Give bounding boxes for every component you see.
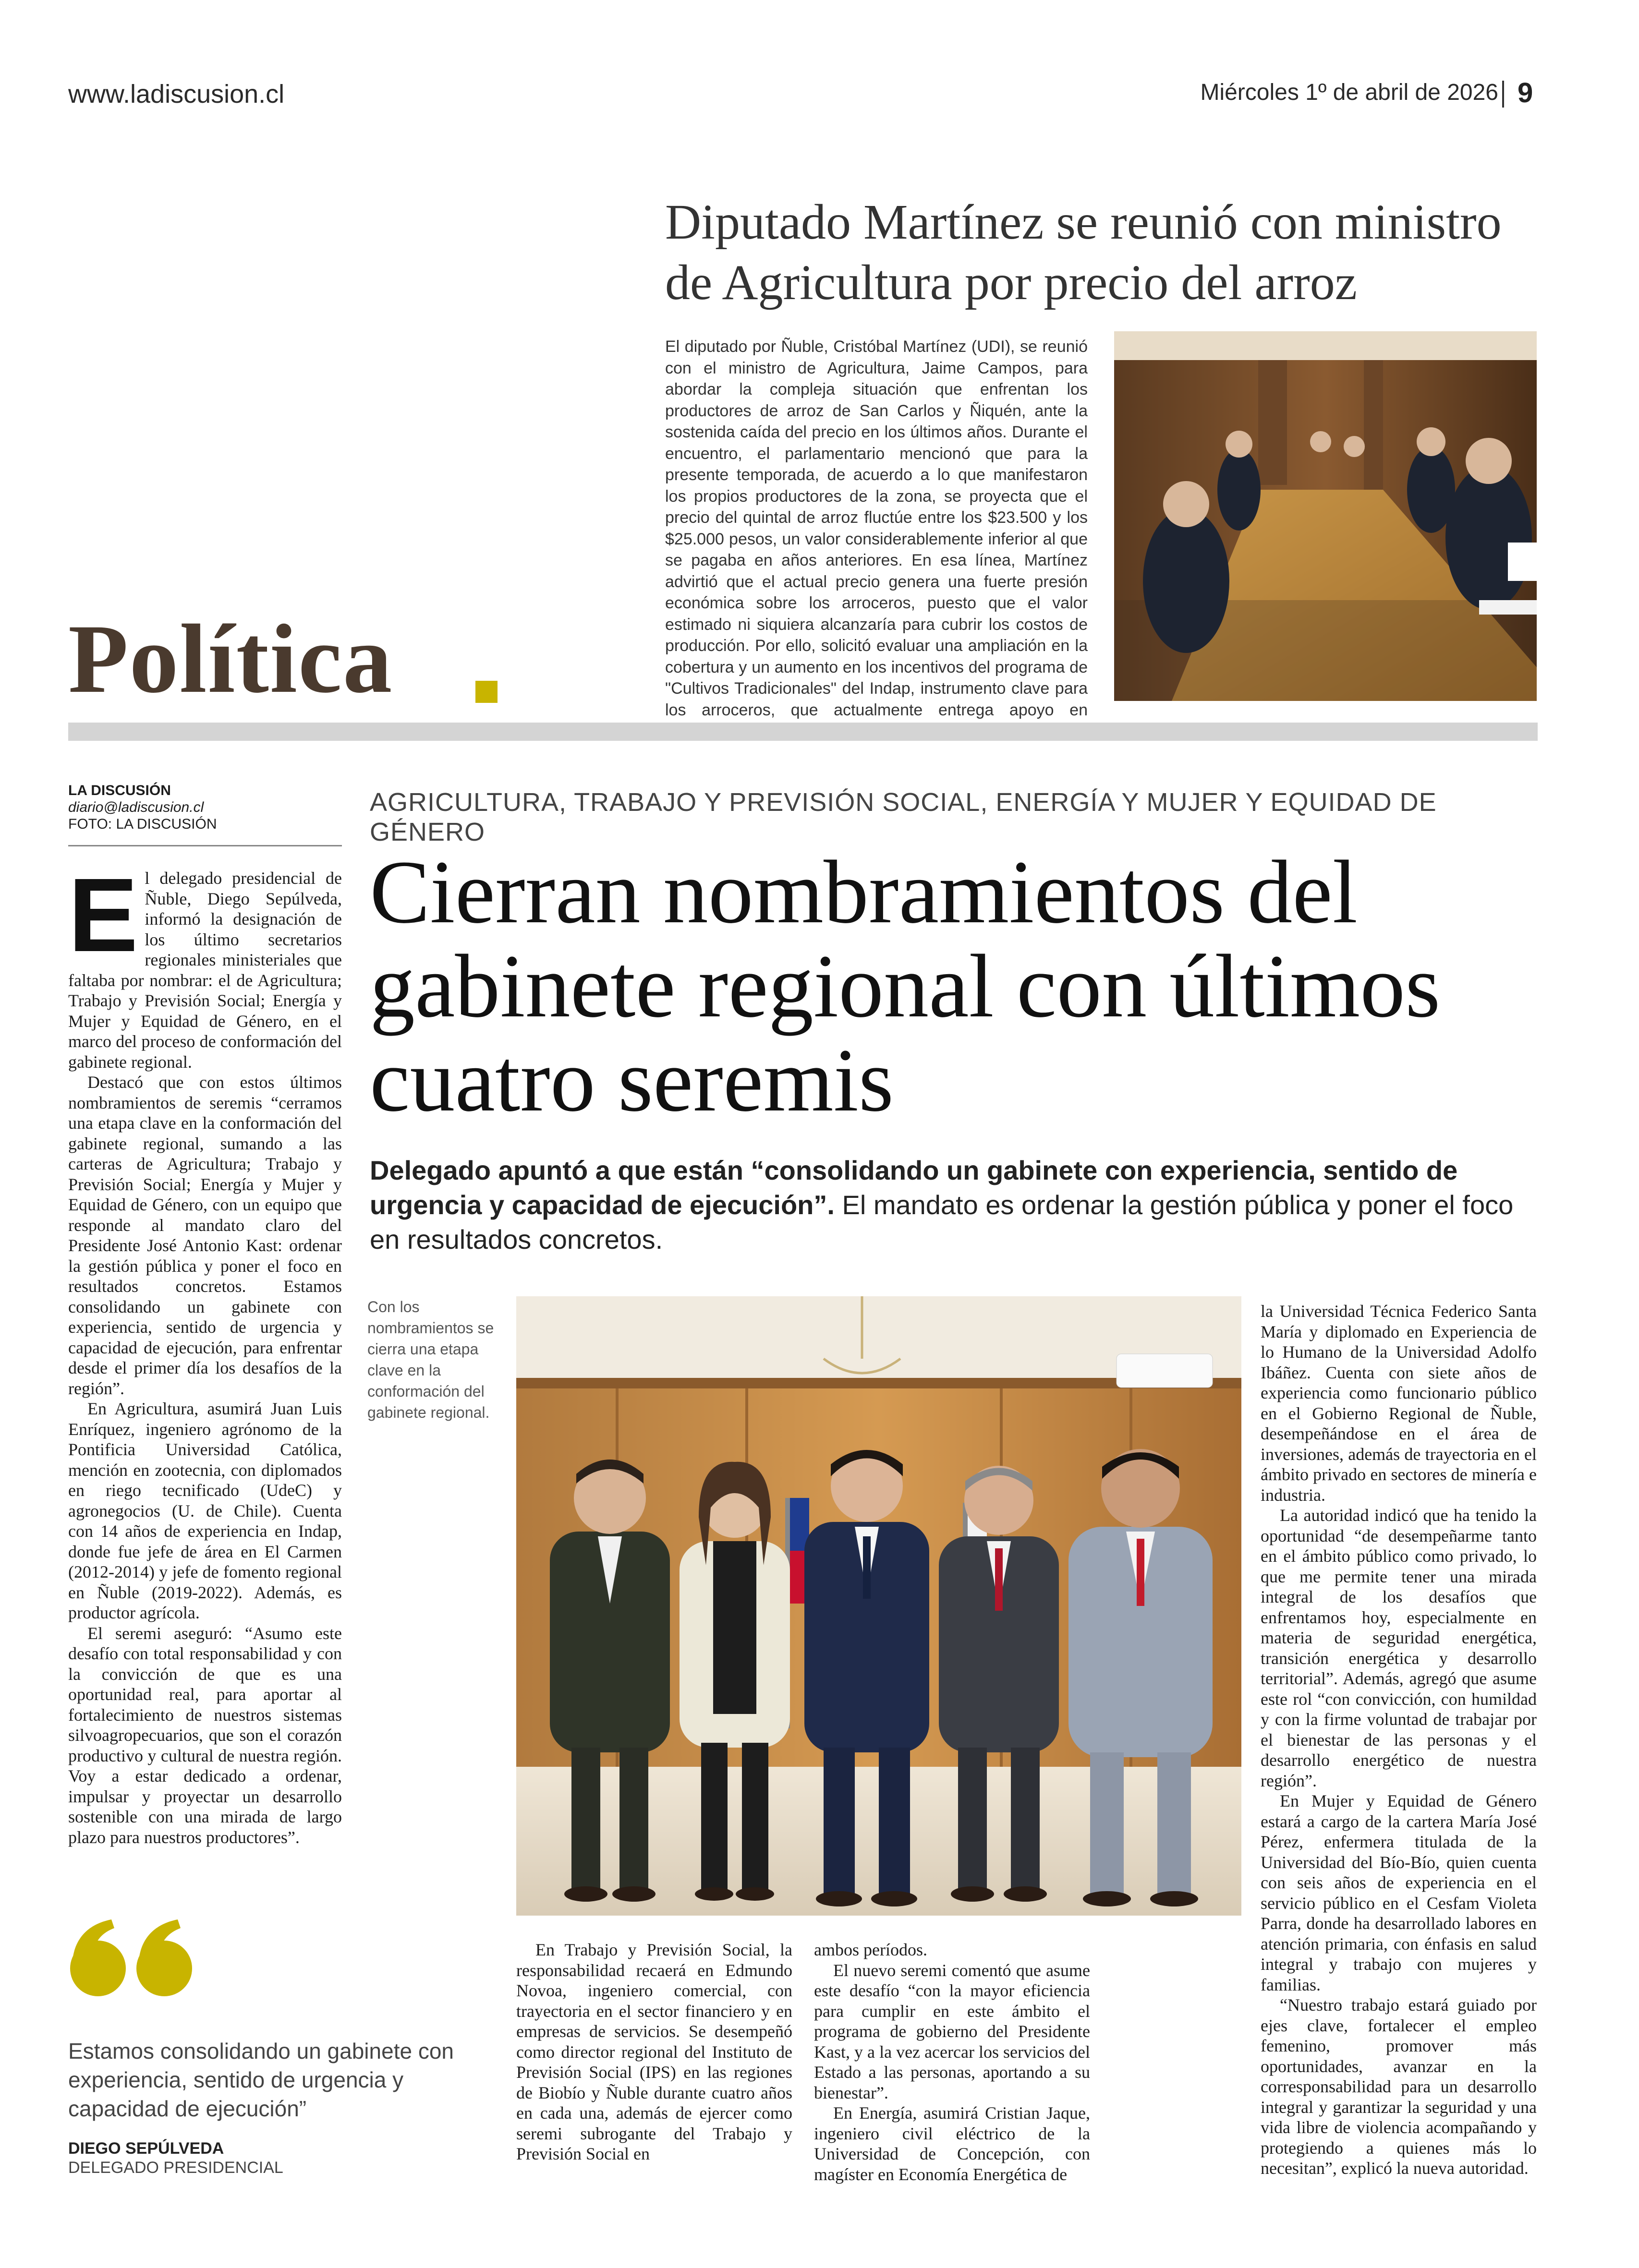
body-paragraph: El seremi aseguró: “Asumo este desafío con total responsabilidad y con la convicción de que es una oportunidad real, para aportar al fortalecimiento de nuestros sistemas silvoagropecuarios, que son el corazón productivo y cultural de nuestra región. Voy a estar dedicado a ordenar, impulsar y proyectar un desarrollo sostenible con una mirada de largo plazo para nuestros productores”. [68,1623,342,1847]
meeting-photo [1114,331,1537,701]
byline-divider [68,845,342,846]
body-paragraph: En Trabajo y Previsión Social, la responsabilidad recaerá en Edmundo Novoa, ingeniero comercial, con trayectoria en el sector financiero y en empresas de servicios. Se desempeñó como director regional del Instituto de Previsión Social (IPS) en las regiones de Biobío y Ñuble durante cuatro años en cada una, además de ejercer como seremi subrogante del Trabajo y Previsión Social en [516,1940,792,2163]
byline-photo-credit: FOTO: LA DISCUSIÓN [68,816,217,832]
byline-name: LA DISCUSIÓN [68,783,171,798]
article-deck [370,1153,1542,1257]
article-column-mid-a [516,1940,792,2164]
body-paragraph: El delegado presidencial de Ñuble, Diego Sepúlveda, informó la designación de los último secretarios regionales ministeriales que faltaba por nombrar: el de Agricultura; Trabajo y Previsión Social; Energía y Mujer y Equidad de Género, en el marco del proceso de conformación del gabinete regional. [68,857,342,1072]
body-paragraph: “Nuestro trabajo estará guiado por ejes clave, fortalecer el empleo femenino, promover más oportunidades, avanzar en la corresponsabilidad para un desarrollo integral y garantizar la seguridad y una vida libre de violencia acompañando y protegiendo a quienes más lo necesitan”, explicó la nueva autoridad. [1261,1995,1537,2178]
article-kicker: AGRICULTURA, TRABAJO Y PREVISIÓN SOCIAL, ENERGÍA Y MUJER Y EQUIDAD DE GÉNERO [370,788,1437,846]
photo-caption: Con los nombramientos se cierra una etapa clave en la conformación del gabinete regional. [367,1298,494,1421]
brief-headline: Diputado Martínez se reunió con ministro de Agricultura por precio del arroz [665,194,1502,310]
group-photo [516,1296,1241,1916]
section-rule [68,723,1538,741]
header-divider [1502,81,1504,108]
byline-email[interactable]: diario@ladiscusion.cl [68,799,204,815]
page-date: Miércoles 1º de abril de 2026 [1200,80,1498,105]
body-paragraph: La autoridad indicó que ha tenido la oportunidad “de desempeñarme tanto en el ámbito público como privado, lo que me permite tener una mirada integral de los desafíos que enfrentamos hoy, especialmente en materia de seguridad energética, transición energética y desarrollo territorial”. Además, agregó que asume este rol “con convicción, con humildad y con la firme voluntad de trabajar por el bienestar de las personas y el desarrollo energético de nuestra región”. [1261,1506,1537,1790]
section-accent-dot [475,681,498,703]
brief-body: El diputado por Ñuble, Cristóbal Martínez (UDI), se reunió con el ministro de Agricultura, Jaime Campos, para abordar la compleja situación que enfrentan los productores de arroz de San Carlos y Ñiquén, ante la sostenida caída del precio en los últimos años. Durante el encuentro, el parlamentario mencionó que para la presente temporada, de acuerdo a lo que manifestaron los propios productores de la zona, se proyecta que el precio del quintal de arroz fluctúe entre los $23.500 y los $25.000 pesos, un valor considerablemente inferior al que se pagaba en años anteriores. En esa línea, Martínez advirtió que el actual precio genera una fuerte presión económica sobre los arroceros, puesto que el valor estimado ni siquiera alcanzaría para cubrir los costos de producción. Por ello, solicitó evaluar una ampliación en la cobertura y un aumento en los incentivos del programa de "Cultivos Tradicionales" del Indap, instrumento clave para los arroceros, que actualmente entrega apoyo en [665,338,1088,719]
page-number: 9 [1518,77,1533,109]
deck-rest: El mandato es ordenar la gestión pública y poner el foco en resultados concretos. [370,1190,1514,1255]
article-column-right [1261,1301,1537,2179]
deck-bold: Delegado apuntó a que están “consolidando un gabinete con experiencia, sentido de urgencia y capacidad de ejecución”. [370,1155,1458,1220]
article-column-left [68,857,342,1847]
pullquote-text: Estamos consolidando un gabinete con experiencia, sentido de urgencia y capacidad de ejecución” [68,2039,454,2121]
drop-cap: E [68,857,138,974]
body-paragraph: Destacó que con estos últimos nombramientos de seremis “cerramos una etapa clave en la conformación del gabinete regional, sumando a las carteras de Agricultura; Trabajo y Previsión Social; Energía y Mujer y Equidad de Género, con un equipo que responde al mandato claro del Presidente José Antonio Kast: ordenar la gestión pública y poner el foco en resultados concretos. Estamos consolidando un gabinete con experiencia, sentido de urgencia y capacidad de ejecución, para enfrentar desde el primer día los desafíos de la región”. [68,1073,342,1398]
body-paragraph: la Universidad Técnica Federico Santa María y diplomado en Experiencia de lo Humano de la Universidad Adolfo Ibáñez. Cuenta con siete años de experiencia como funcionario público en el Gobierno Regional de Ñuble, desempeñándose en el área de inversiones, además de trayectoria en el ámbito privado en sectores de minería e industria. [1261,1302,1537,1505]
body-paragraph: En Agricultura, asumirá Juan Luis Enríquez, ingeniero agrónomo de la Pontificia Universidad Católica, mención en zootecnia, con diplomados en riego tecnificado (UdeC) y agronegocios (U. de Chile). Cuenta con 14 años de experiencia en Indap, donde fue jefe de área en El Carmen (2012-2014) y jefe de fomento regional en Ñuble (2019-2022). Además, es productor agrícola. [68,1399,342,1622]
site-url[interactable]: www.ladiscusion.cl [68,80,285,109]
body-paragraph: El nuevo seremi comentó que asume este desafío “con la mayor eficiencia para cumplir en este ámbito el programa de gobierno del Presidente Kast, y a la vez acercar los servicios del Estado a las personas, aportando a su bienestar”. [814,1960,1090,2102]
body-paragraph: En Mujer y Equidad de Género estará a cargo de la cartera María José Pérez, enfermera titulada de la Universidad del Bío-Bío, quien cuenta con seis años de experiencia en el servicio público en el Cesfam Violeta Parra, donde ha desarrollado labores en atención primaria, con énfasis en salud integral y trabajo con mujeres y familias. [1261,1791,1537,1994]
body-paragraph: ambos períodos. [814,1940,927,1959]
article-column-mid-b [814,1940,1090,2184]
pullquote-author: DIEGO SEPÚLVEDA [68,2139,224,2158]
quote-mark-icon [68,1916,198,2000]
pullquote-role: DELEGADO PRESIDENCIAL [68,2159,283,2177]
article-headline: Cierran nombramientos del gabinete regional con últimos cuatro seremis [370,842,1441,1130]
body-paragraph: En Energía, asumirá Cristian Jaque, ingeniero civil eléctrico de la Universidad de Concepción, con magíster en Economía Energética de [814,2103,1090,2184]
section-title: Política [68,604,393,713]
